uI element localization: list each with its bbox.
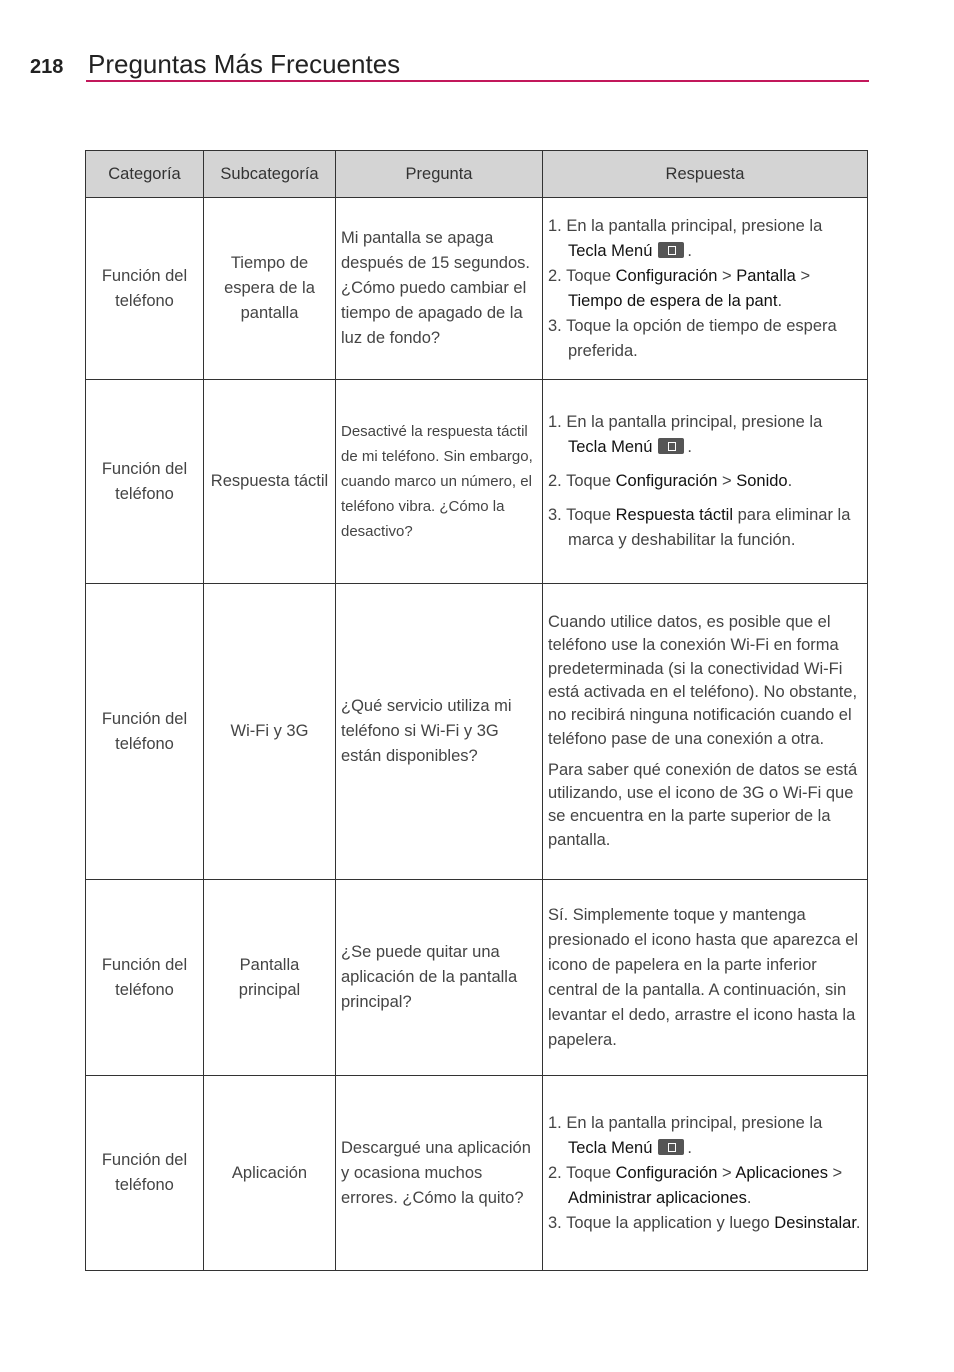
answer-paragraph: Para saber qué conexión de datos se está utilizando, use el icono de 3G o Wi-Fi que se encuentra en la parte superior de la pantalla.	[548, 760, 858, 849]
faq-table	[85, 150, 868, 1271]
answer-step: 3. Toque la opción de tiempo de espera preferida.	[548, 316, 837, 360]
answer-step: 1. En la pantalla principal, presione la Tecla Menú .	[548, 216, 823, 260]
question-cell: ¿Qué servicio utiliza mi teléfono si Wi-Fi y 3G están disponibles?	[336, 584, 543, 880]
subcategory-cell: Wi-Fi y 3G	[204, 584, 336, 880]
subcategory-cell: Respuesta táctil	[204, 380, 336, 584]
question-cell: Mi pantalla se apaga después de 15 segundos. ¿Cómo puedo cambiar el tiempo de apagado de la luz de fondo?	[336, 198, 543, 380]
answer-cell	[543, 380, 868, 584]
table-row	[86, 584, 868, 880]
category-cell: Función del teléfono	[86, 198, 204, 380]
table-header-row	[86, 151, 868, 198]
subcategory-cell: Aplicación	[204, 1076, 336, 1271]
column-header-subcategory: Subcategoría	[204, 151, 336, 198]
menu-key-icon	[658, 438, 684, 454]
column-header-question: Pregunta	[336, 151, 543, 198]
answer-step: 3. Toque la application y luego Desinstalar.	[548, 1213, 861, 1232]
question-cell: Descargué una aplicación y ocasiona muchos errores. ¿Cómo la quito?	[336, 1076, 543, 1271]
answer-cell	[543, 584, 868, 880]
answer-step: 2. Toque Configuración > Aplicaciones > Administrar aplicaciones.	[548, 1163, 843, 1207]
answer-step: 1. En la pantalla principal, presione la Tecla Menú .	[548, 1113, 823, 1157]
category-cell: Función del teléfono	[86, 880, 204, 1076]
answer-step: 3. Toque Respuesta táctil para eliminar la marca y deshabilitar la función.	[548, 506, 851, 549]
subcategory-cell: Tiempo de espera de la pantalla	[204, 198, 336, 380]
answer-cell	[543, 198, 868, 380]
table-row	[86, 198, 868, 380]
answer-cell	[543, 1076, 868, 1271]
answer-cell: Sí. Simplemente toque y mantenga presionado el icono hasta que aparezca el icono de papelera en la parte inferior central de la pantalla. A continuación, sin levantar el dedo, arrastre el icono hasta la papelera.	[543, 880, 868, 1076]
menu-key-icon	[658, 1139, 684, 1155]
table-row	[86, 880, 868, 1076]
table-row	[86, 1076, 868, 1271]
answer-steps	[548, 1111, 862, 1236]
page-title: Preguntas Más Frecuentes	[88, 49, 401, 79]
category-cell: Función del teléfono	[86, 380, 204, 584]
question-cell: ¿Se puede quitar una aplicación de la pantalla principal?	[336, 880, 543, 1076]
title-rule	[86, 80, 869, 82]
answer-steps	[548, 214, 862, 364]
menu-key-icon	[658, 242, 684, 258]
category-cell: Función del teléfono	[86, 584, 204, 880]
table-row	[86, 380, 868, 584]
column-header-answer: Respuesta	[543, 151, 868, 198]
page-number: 218	[30, 56, 64, 78]
answer-step: 1. En la pantalla principal, presione la Tecla Menú .	[548, 413, 823, 456]
answer-step: 2. Toque Configuración > Sonido.	[548, 472, 793, 490]
column-header-category: Categoría	[86, 151, 204, 198]
category-cell: Función del teléfono	[86, 1076, 204, 1271]
subcategory-cell: Pantalla principal	[204, 880, 336, 1076]
answer-steps	[548, 410, 862, 553]
answer-paragraph: Cuando utilice datos, es posible que el teléfono use la conexión Wi-Fi en forma predeterminada (si la conectividad Wi-Fi está activada en el teléfono). No obstante, no recibirá ninguna notificación cuando el teléfono pase de una conexión a otra.	[548, 613, 858, 748]
answer-step: 2. Toque Configuración > Pantalla > Tiempo de espera de la pant.	[548, 266, 811, 310]
question-cell: Desactivé la respuesta táctil de mi teléfono. Sin embargo, cuando marco un número, el teléfono vibra. ¿Cómo la desactivo?	[336, 380, 543, 584]
